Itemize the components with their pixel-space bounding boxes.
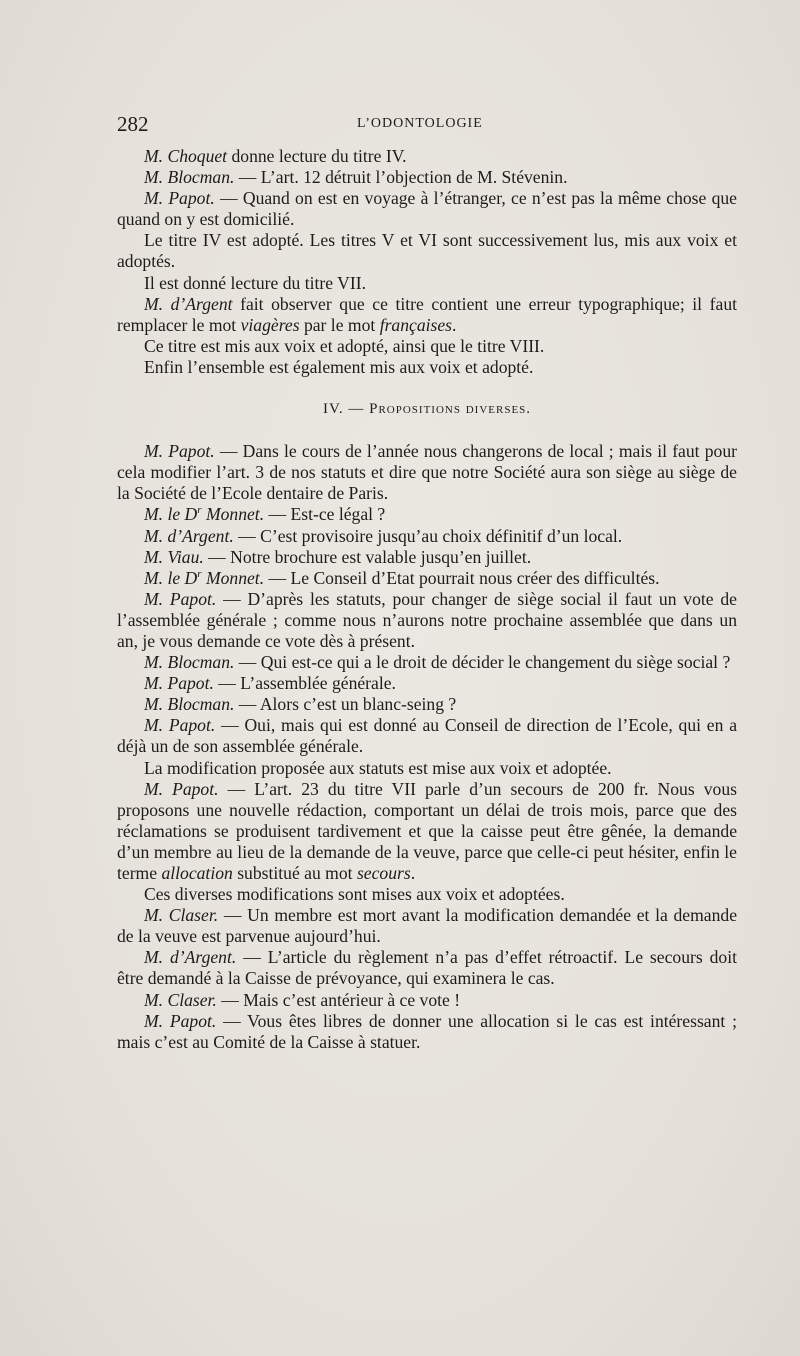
superscript: r	[197, 567, 202, 580]
paragraph	[117, 568, 737, 589]
paragraph	[117, 526, 737, 547]
paragraph	[117, 884, 737, 905]
paragraph-text: — L’art. 23 du titre VII parle d’un secours de 200 fr. Nous vous proposons une nouvelle rédaction, comportant un délai de trois mois, parce que des réclamations se produisent tardivement et que la caisse peut être gênée, la demande d’un membre au lieu de la demande de la veuve, parce que celle-ci peut hésiter, enfin le terme	[117, 778, 737, 883]
paragraph	[117, 230, 737, 272]
paragraph	[117, 589, 737, 652]
italic-word: allocation	[161, 863, 233, 883]
paragraph-text: — L’assemblée générale.	[213, 673, 396, 694]
paragraph	[117, 146, 737, 167]
speaker: M. Blocman.	[144, 167, 235, 188]
paragraph	[117, 715, 737, 757]
speaker: M. d’Argent	[144, 293, 233, 314]
speaker: M. Blocman.	[144, 694, 235, 715]
paragraph-text: Ces diverses modifications sont mises aux voix et adoptées.	[144, 884, 565, 905]
paragraph	[117, 294, 737, 336]
italic-word: secours	[356, 863, 411, 883]
italic-word: françaises	[379, 314, 453, 335]
paragraph	[117, 758, 737, 779]
speaker: M. Viau.	[144, 546, 204, 567]
paragraph	[117, 990, 737, 1011]
speaker: M. Papot.	[144, 441, 215, 462]
paragraph-text: Enfin l’ensemble est également mis aux voix et adopté.	[144, 356, 534, 377]
paragraph	[117, 779, 737, 884]
paragraph	[117, 947, 737, 989]
speaker: M. Papot.	[144, 188, 215, 209]
speaker-part: M. le D	[144, 504, 198, 525]
paragraph	[117, 357, 737, 378]
speaker: M. d’Argent.	[144, 525, 234, 546]
speaker: M. Papot.	[144, 673, 214, 694]
italic-word: viagères	[240, 314, 300, 335]
paragraph-text: — D’après les statuts, pour changer de siège social il faut un vote de l’assemblée générale ; comme nous n’aurons notre prochaine assemblée que dans un an, je vous demande ce vote dès à présent.	[117, 588, 737, 651]
paragraph-text: — Quand on est en voyage à l’étranger, ce n’est pas la même chose que quand on y est domicilié.	[117, 188, 737, 230]
paragraph	[117, 1011, 737, 1053]
paragraph-text: .	[452, 314, 457, 335]
speaker: M. Papot.	[144, 778, 219, 799]
speaker-part: Monnet.	[201, 567, 265, 588]
paragraph	[117, 336, 737, 357]
speaker	[144, 568, 264, 588]
paragraph-text: fait observer que ce titre contient une erreur typographique; il faut remplacer le mot	[117, 293, 738, 335]
paragraph-text: Ce titre est mis aux voix et adopté, ainsi que le titre VIII.	[144, 335, 545, 356]
speaker: M. Papot.	[144, 588, 217, 609]
speaker	[144, 504, 264, 524]
paragraph-text: — Qui est-ce qui a le droit de décider le changement du siège social ?	[234, 652, 731, 673]
speaker: M. Claser.	[144, 905, 219, 926]
paragraph-text: — L’article du règlement n’a pas d’effet rétroactif. Le secours doit être demandé à la Caisse de prévoyance, qui examinera le cas.	[117, 947, 737, 989]
page-number: 282	[117, 112, 149, 136]
paragraph-text: — Le Conseil d’Etat pourrait nous créer des difficultés.	[264, 567, 660, 588]
paragraph-text: Le titre IV est adopté. Les titres V et VI sont successivement lus, mis aux voix et adoptés.	[117, 230, 737, 272]
paragraph	[117, 673, 737, 694]
paragraph-text: — Oui, mais qui est donné au Conseil de direction de l’Ecole, qui en a déjà un de son assemblée générale.	[117, 715, 737, 757]
speaker: M. Claser.	[144, 989, 217, 1010]
speaker-part: Monnet.	[201, 504, 265, 525]
paragraph-text: — Mais c’est antérieur à ce vote !	[216, 989, 461, 1010]
speaker: M. Papot.	[144, 1010, 217, 1031]
section-heading: IV. — Propositions diverses.	[322, 401, 532, 418]
paragraph	[117, 694, 737, 715]
paragraph-text: — Vous êtes libres de donner une allocation si le cas est intéressant ; mais c’est au Comité de la Caisse à statuer.	[117, 1010, 737, 1052]
paragraph-text: Il est donné lecture du titre VII.	[144, 272, 366, 293]
paragraph-text: — Alors c’est un blanc-seing ?	[234, 694, 457, 715]
body-text	[117, 146, 737, 1053]
speaker-part: M. le D	[144, 567, 198, 588]
paragraph-text: — Dans le cours de l’année nous changerons de local ; mais il faut pour cela modifier l’art. 3 de nos statuts et dire que notre Société aura son siège au siège de la Société de l’Ecole dentaire de Paris.	[117, 441, 737, 504]
speaker: M. Choquet	[144, 146, 228, 166]
superscript: r	[197, 504, 202, 517]
paragraph-text: — Est-ce légal ?	[264, 504, 386, 525]
paragraph-text: — Un membre est mort avant la modification demandée et la demande de la veuve est parvenue aujourd’hui.	[117, 905, 738, 947]
paragraph-text: La modification proposée aux statuts est mise aux voix et adoptée.	[144, 757, 612, 778]
running-title: L’ODONTOLOGIE	[357, 116, 483, 131]
speaker: M. Blocman.	[144, 652, 235, 673]
page-header	[117, 112, 737, 142]
paragraph	[117, 188, 737, 230]
paragraph	[117, 167, 737, 188]
paragraph-text: — C’est provisoire jusqu’au choix définitif d’un local.	[233, 525, 623, 546]
paragraph	[117, 905, 737, 947]
paragraph	[117, 504, 737, 525]
paragraph-text: — Notre brochure est valable jusqu’en juillet.	[203, 546, 532, 567]
paragraph-text: substitué au mot	[232, 863, 357, 883]
paragraph	[117, 547, 737, 568]
paragraph-text: par le mot	[299, 314, 380, 335]
speaker: M. d’Argent.	[144, 947, 237, 968]
paragraph	[117, 273, 737, 294]
paragraph	[117, 441, 737, 504]
paragraph-text: .	[410, 863, 416, 883]
speaker: M. Papot.	[144, 715, 216, 736]
paragraph-text: donne lecture du titre IV.	[227, 146, 407, 166]
paragraph	[117, 652, 737, 673]
paragraph-text: — L’art. 12 détruit l’objection de M. Stévenin.	[234, 167, 568, 188]
